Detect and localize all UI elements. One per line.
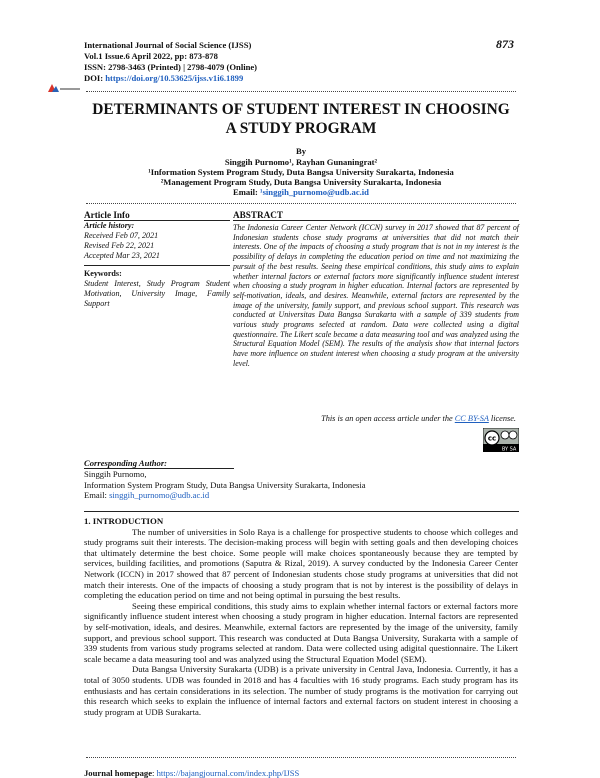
- introduction-paragraph-1: The number of universities in Solo Raya is a challenge for prospective students to choose which colleges and study programs suit their interests. The decision-making process will begin with setting goals and then developing choices that ultimately determine the best choice. Some people will make choices spontaneously because they are tempted by services, building facilities, and promotions (Saputra & Rizal, 2019). A survey conducted by the Indonesia Career Center Network (ICCN) in 2017 showed that 87 percent of Indonesian students chose study programs at universities that did not match their interests. One of the impacts of choosing a study program that is not by interest is the possibility of delays in completing the education period on time and not being optimal in pursuing the best results.: [84, 526, 518, 601]
- journal-name: International Journal of Social Science (IJSS): [84, 40, 252, 50]
- page-number: 873: [496, 37, 514, 51]
- footer-divider: [86, 757, 516, 758]
- introduction-section: [84, 516, 518, 717]
- title-divider: [86, 203, 516, 204]
- article-history-label: Article history:: [84, 221, 135, 230]
- paper-title: DETERMINANTS OF STUDENT INTEREST IN CHOOSING A STUDY PROGRAM: [92, 101, 510, 137]
- introduction-heading: 1. INTRODUCTION: [84, 516, 164, 526]
- byline-by: By: [295, 146, 307, 156]
- bajang-journal-logo-icon: [47, 80, 81, 90]
- author-block: [86, 157, 516, 197]
- open-access-note: This is an open access article under the CC BY-SA license.: [321, 414, 516, 423]
- journal-issn: ISSN: 2798-3463 (Printed) | 2798-4079 (Online): [84, 62, 258, 72]
- abstract-heading: ABSTRACT: [233, 210, 284, 220]
- abstract-text: The Indonesia Career Center Network (ICCN) survey in 2017 showed that 87 percent of Indonesian students chose study programs at universities that did not match their interests. One of the impacts of choosing a study program that is not in my interest is the possibility of delays in completing the education period on time and not maximizing the pursuit of the best results. Seeing these empirical conditions, this study aims to explain whether internal factors or external factors more significantly influence student interest when choosing a study program in higher education. Internal factors are represented by self-motivation, ideals, and desires. Meanwhile, external factors are represented by the image of the university, family support, and previous school support. This research was conducted at Universitas Duta Bangsa Surakarta with a sample of 339 students from various study programs selected at random. Data were collected using a digital questionnaire. The Likert scale became a data measuring tool and was analyzed using the Structural Equation Model (SEM). The results of the analysis show that internal factors have more influence on student interest when choosing a study program at the university level.: [233, 223, 519, 368]
- accepted-date: Accepted Mar 23, 2021: [84, 251, 160, 260]
- journal-doi: DOI: https://doi.org/10.53625/ijss.v1i6.1899: [84, 73, 244, 83]
- corresponding-label: Corresponding Author:: [84, 458, 168, 468]
- cc-by-text: BY: [501, 446, 509, 452]
- journal-volume: Vol.1 Issue.6 April 2022, pp: 873-878: [84, 51, 218, 61]
- journal-header: [84, 40, 257, 84]
- doi-link[interactable]: https://doi.org/10.53625/ijss.v1i6.1899: [105, 73, 244, 83]
- corresponding-email: Email: singgih_purnomo@udb.ac.id: [84, 490, 210, 501]
- keywords-rule: [84, 265, 230, 266]
- cc-by-sa-icon: [483, 428, 519, 452]
- cc-sa-text: SA: [509, 446, 517, 452]
- received-date: Received Feb 07, 2021: [84, 231, 159, 240]
- section-divider: [84, 511, 519, 512]
- keywords: Student Interest, Study Program Student Motivation, University Image, Family Support: [84, 279, 230, 308]
- homepage-link[interactable]: https://bajangjournal.com/index.php/IJSS: [156, 768, 300, 778]
- corresponding-author: [84, 458, 519, 501]
- introduction-paragraph-3: Duta Bangsa University Surakarta (UDB) is a private university in Central Java, Indonesia. Currently, it has a total of 3050 students. UDB was founded in 2018 and has 4 faculties with 16 study programs. Each study program has its enthusiasts and has certain considerations in its selection. The number of study programs is the motivation for carrying out this research which seeks to explain the influence of internal factors and external factors on student interest in choosing a study program at UDB Surakarta.: [84, 664, 518, 717]
- affiliation-1: ¹Information System Program Study, Duta Bangsa University Surakarta, Indonesia: [148, 167, 454, 177]
- abstract-section: [233, 210, 519, 369]
- author-email: Email: ¹singgih_purnomo@udb.ac.id: [233, 187, 369, 197]
- header-divider: [86, 91, 516, 92]
- corresponding-name: Singgih Purnomo,: [84, 469, 147, 480]
- affiliation-2: ²Management Program Study, Duta Bangsa University Surakarta, Indonesia: [160, 177, 442, 187]
- author-email-link[interactable]: ¹singgih_purnomo@udb.ac.id: [260, 187, 369, 197]
- keywords-label: Keywords:: [84, 269, 122, 278]
- corresponding-affiliation: Information System Program Study, Duta Bangsa University Surakarta, Indonesia: [84, 479, 366, 490]
- article-info: [84, 210, 230, 309]
- article-info-heading: Article Info: [84, 210, 130, 220]
- introduction-paragraph-2: Seeing these empirical conditions, this study aims to explain whether internal factors or external factors more significantly influence student interest when choosing a study program in higher education. Internal factors are represented by self-motivation, ideals, and desires. Meanwhile, external factors are represented by the image of the university, family support, and previous school support. This research was conducted at Duta Bangsa University, Surakarta with a sample of 339 students from various study programs selected at random. Data were collected using adigital questionnaire. The Likert scale became a data measuring tool and was analyzed using the Structural Equation Model (SEM).: [84, 600, 518, 664]
- corresponding-email-link[interactable]: singgih_purnomo@udb.ac.id: [109, 490, 210, 501]
- cc-badge-text: cc: [487, 434, 497, 443]
- authors: Singgih Purnomo¹, Rayhan Gunaningrat²: [224, 157, 378, 167]
- license-link[interactable]: CC BY-SA: [454, 414, 489, 423]
- journal-homepage: Journal homepage: https://bajangjournal.com/index.php/IJSS: [84, 768, 300, 778]
- revised-date: Revised Feb 22, 2021: [84, 241, 155, 250]
- abstract-rule: [233, 220, 519, 221]
